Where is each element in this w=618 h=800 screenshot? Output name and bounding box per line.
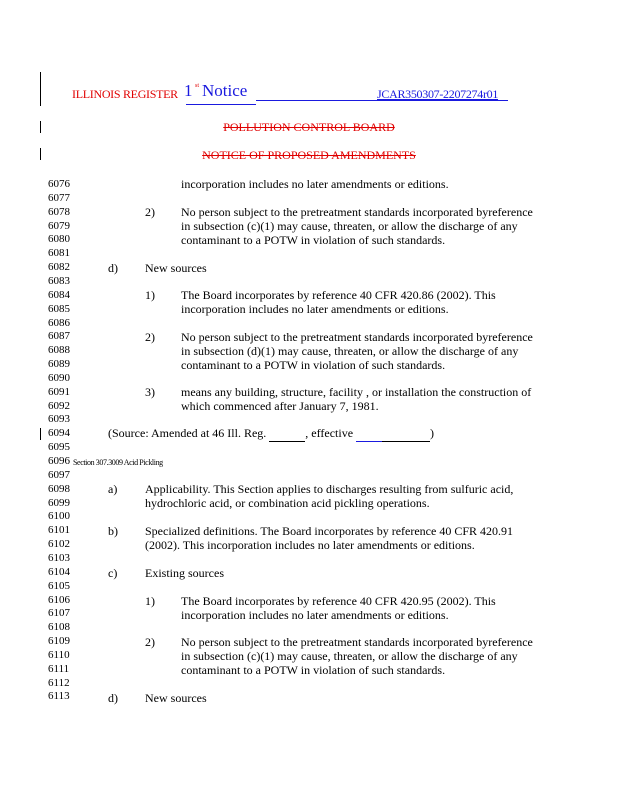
source-text: (Source: Amended at 46 Ill. Reg.	[108, 426, 267, 440]
item-marker: a)	[108, 482, 118, 496]
body-line: means any building, structure, facility , or installation the construction of	[181, 385, 532, 399]
line-number: 6100	[48, 510, 70, 523]
body-line: Applicability. This Section applies to discharges resulting from sulfuric acid,	[145, 482, 514, 496]
line-number: 6080	[48, 233, 70, 246]
source-text: , effective	[305, 426, 354, 440]
item-marker: b)	[108, 524, 118, 538]
line-number: 6105	[48, 579, 70, 592]
page-number: 1	[184, 81, 193, 100]
item-marker: 1)	[145, 594, 155, 608]
body-line: No person subject to the pretreatment standards incorporated byreference	[181, 635, 533, 649]
notice-label: Notice	[202, 81, 248, 100]
line-number: 6086	[48, 316, 70, 329]
line-number: 6099	[48, 496, 70, 509]
line-number: 6089	[48, 358, 70, 370]
item-marker: d)	[108, 691, 118, 705]
line-number: 6091	[48, 385, 70, 398]
notice-title: NOTICE OF PROPOSED AMENDMENTS	[202, 148, 416, 162]
body-line: (2002). This incorporation includes no later amendments or editions.	[145, 538, 475, 552]
item-marker: 1)	[145, 288, 155, 302]
line-number: 6087	[48, 330, 70, 343]
body-line: No person subject to the pretreatment standards incorporated byreference	[181, 330, 533, 344]
line-number: 6078	[48, 205, 70, 218]
page-number-suffix: st	[195, 83, 200, 89]
body-line: which commenced after January 7, 1981.	[181, 399, 379, 413]
source-text: )	[430, 426, 435, 440]
line-number: 6101	[48, 524, 70, 537]
register-title: ILLINOIS REGISTER	[72, 87, 178, 101]
line-number: 6090	[48, 371, 70, 384]
header-underline	[186, 104, 256, 105]
line-number: 6076	[48, 178, 70, 190]
body-line: Specialized definitions. The Board incorporates by reference 40 CFR 420.91	[145, 524, 514, 538]
line-number: 6081	[48, 247, 70, 260]
line-number: 6098	[48, 482, 70, 495]
line-number: 6096	[48, 455, 70, 467]
line-number: 6088	[48, 344, 70, 357]
line-number: 6092	[48, 399, 70, 412]
body-line: contaminant to a POTW in violation of such standards.	[181, 663, 446, 677]
line-number: 6102	[48, 538, 70, 551]
line-number: 6077	[48, 191, 70, 204]
line-number: 6104	[48, 565, 70, 578]
line-number: 6095	[48, 441, 70, 454]
line-number: 6112	[48, 676, 70, 689]
line-number: 6094	[48, 427, 70, 440]
line-number: 6107	[48, 607, 70, 620]
line-number: 6079	[48, 219, 70, 232]
line-number: 6111	[48, 662, 70, 675]
line-number: 6113	[48, 690, 70, 703]
body-line: in subsection (d)(1) may cause, threaten, or allow the discharge of any	[181, 344, 519, 358]
body-line: hydrochloric acid, or combination acid pickling operations.	[145, 496, 430, 510]
line-number: 6097	[48, 468, 70, 481]
line-number: 6106	[48, 593, 70, 606]
section-heading: Section 307.3009 Acid Pickling	[73, 458, 163, 467]
board-title: POLLUTION CONTROL BOARD	[223, 120, 395, 134]
blank-field	[382, 426, 430, 442]
body-line: Existing sources	[145, 566, 224, 580]
blank-field	[269, 426, 305, 442]
source-note	[108, 426, 434, 442]
body-line: contaminant to a POTW in violation of such standards.	[181, 358, 446, 372]
body-line: No person subject to the pretreatment standards incorporated byreference	[181, 205, 533, 219]
line-number: 6103	[48, 552, 70, 564]
line-number: 6083	[48, 274, 70, 287]
page-header	[72, 83, 512, 105]
item-marker: 3)	[145, 385, 155, 399]
item-marker: 2)	[145, 205, 155, 219]
body-line: in subsection (c)(1) may cause, threaten, or allow the discharge of any	[181, 649, 518, 663]
item-marker: c)	[108, 566, 118, 580]
jcar-code: JCAR350307-2207274r01	[377, 87, 499, 101]
body-line: in subsection (c)(1) may cause, threaten, or allow the discharge of any	[181, 219, 518, 233]
item-marker: d)	[108, 261, 118, 275]
body-line: New sources	[145, 261, 207, 275]
line-number: 6082	[48, 261, 70, 274]
line-number: 6110	[48, 648, 70, 661]
item-marker: 2)	[145, 330, 155, 344]
line-number: 6084	[48, 288, 70, 301]
line-number: 6109	[48, 635, 70, 647]
change-bar	[40, 428, 41, 440]
body-line: incorporation includes no later amendments or editions.	[181, 302, 449, 316]
body-line: incorporation includes no later amendments or editions.	[181, 177, 449, 191]
body-line: The Board incorporates by reference 40 CFR 420.95 (2002). This	[181, 594, 496, 608]
blank-field	[356, 426, 382, 442]
body-line: New sources	[145, 691, 207, 705]
line-number: 6108	[48, 621, 70, 634]
line-number: 6085	[48, 302, 70, 315]
body-line: contaminant to a POTW in violation of such standards.	[181, 233, 446, 247]
line-number: 6093	[48, 413, 70, 426]
item-marker: 2)	[145, 635, 155, 649]
body-line: The Board incorporates by reference 40 CFR 420.86 (2002). This	[181, 288, 496, 302]
change-bar	[40, 72, 41, 106]
body-line: incorporation includes no later amendments or editions.	[181, 608, 449, 622]
